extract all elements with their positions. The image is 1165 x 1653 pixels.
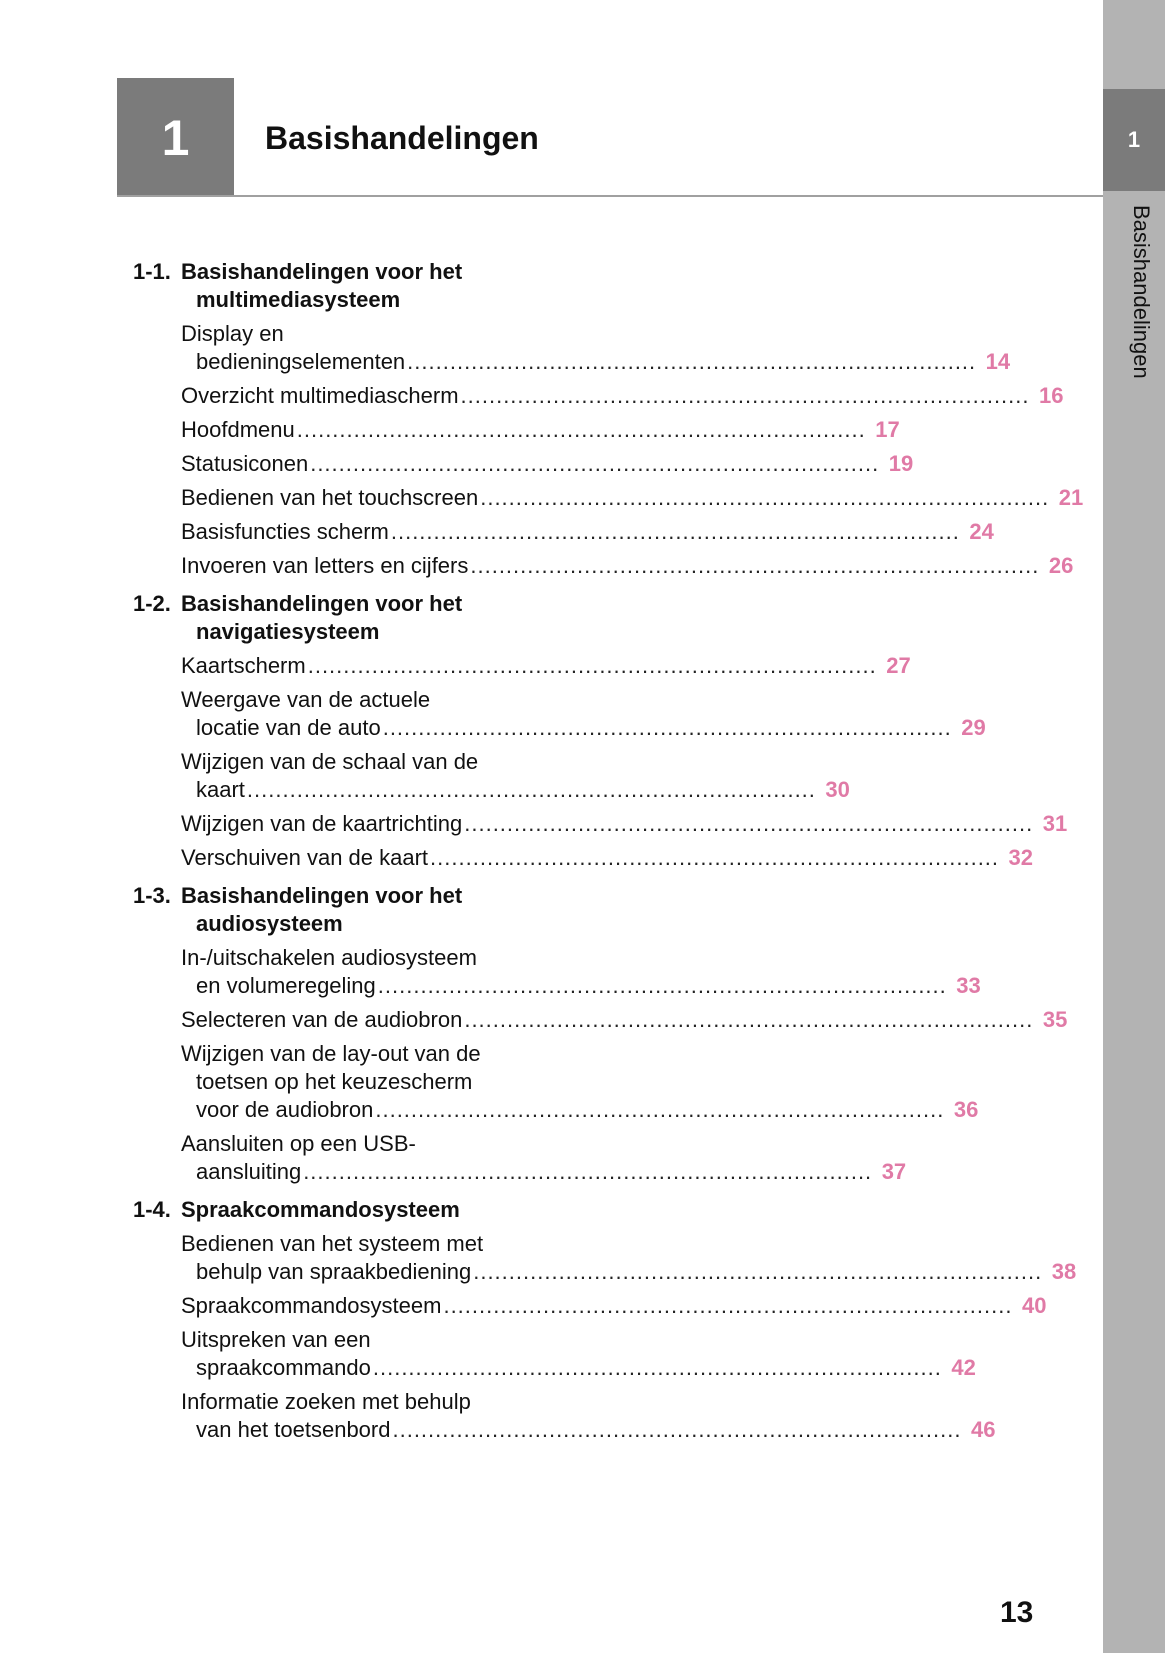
dot-leader: ................................................................................ — [382, 715, 952, 740]
toc-entry-line: locatie van de auto — [196, 715, 381, 740]
side-chapter-tab[interactable]: 1 — [1103, 89, 1165, 191]
toc-entry-line: Uitspreken van een — [181, 1327, 371, 1352]
toc-entry[interactable] — [181, 944, 981, 1000]
toc-entry[interactable] — [181, 416, 900, 444]
dot-leader: ................................................................................ — [372, 1355, 942, 1380]
toc-entry-line: kaart — [196, 777, 245, 802]
dot-leader: ................................................................................ — [470, 553, 1040, 578]
toc-section-number: 1-4. — [133, 1197, 171, 1222]
dot-leader: ................................................................................ — [464, 811, 1034, 836]
toc-page-link[interactable]: 16 — [1039, 383, 1064, 408]
toc-page-link[interactable]: 46 — [970, 1417, 996, 1442]
toc-entry-line: spraakcommando — [196, 1355, 371, 1380]
dot-leader: ................................................................................ — [296, 417, 866, 442]
toc-entry-line: Spraakcommandosysteem — [181, 1293, 442, 1318]
toc-entry-line: Informatie zoeken met behulp — [181, 1389, 471, 1414]
dot-leader: ................................................................................ — [473, 1259, 1043, 1284]
header-divider — [117, 195, 1103, 197]
toc-entry[interactable] — [181, 810, 1068, 838]
dot-leader: ................................................................................ — [407, 349, 977, 374]
toc-page-link[interactable]: 32 — [1008, 845, 1034, 870]
toc-entry-line: Bedienen van het systeem met — [181, 1231, 484, 1256]
toc-page-link[interactable]: 42 — [951, 1355, 976, 1380]
toc-page-link[interactable]: 24 — [969, 519, 994, 544]
toc-entry[interactable] — [181, 844, 1034, 872]
toc-page-link[interactable]: 36 — [953, 1097, 979, 1122]
toc-page-link[interactable]: 33 — [956, 973, 981, 998]
toc-entry-line: Display en — [181, 321, 284, 346]
dot-leader: ................................................................................ — [246, 777, 816, 802]
page-number: 13 — [1000, 1596, 1034, 1629]
dot-leader: ................................................................................ — [375, 1097, 945, 1122]
toc-section-title — [133, 590, 565, 646]
toc-entry-line: Aansluiten op een USB- — [181, 1131, 416, 1156]
toc-entry-line: en volumeregeling — [196, 973, 376, 998]
toc-entry-line: Statusiconen — [181, 451, 309, 476]
toc-section — [133, 882, 1068, 1186]
toc-entry-line: Weergave van de actuele — [181, 687, 431, 712]
toc-entry-line: Invoeren van letters en cijfers — [181, 553, 469, 578]
toc-section-title — [133, 1196, 565, 1224]
toc-section-title-line: navigatiesysteem — [196, 619, 380, 644]
toc-page-link[interactable]: 17 — [875, 417, 900, 442]
dot-leader: ................................................................................ — [460, 383, 1030, 408]
toc-page-link[interactable]: 27 — [886, 653, 911, 678]
toc-entry-line: voor de audiobron — [196, 1097, 374, 1122]
toc-entry-line: Basisfuncties scherm — [181, 519, 389, 544]
chapter-title: Basishandelingen — [265, 120, 539, 156]
toc-section-title-line: multimediasysteem — [196, 287, 401, 312]
toc-entry[interactable] — [181, 484, 1084, 512]
toc-entry-line: Overzicht multimediascherm — [181, 383, 459, 408]
toc-section-number: 1-2. — [133, 591, 171, 616]
toc-entry[interactable] — [181, 686, 986, 742]
dot-leader: ................................................................................ — [464, 1007, 1034, 1032]
toc-page-link[interactable]: 21 — [1058, 485, 1084, 510]
toc-page-link[interactable]: 31 — [1042, 811, 1068, 836]
toc-entry[interactable] — [181, 1230, 1077, 1286]
toc-entry[interactable] — [181, 382, 1064, 410]
toc-section-title-line: Basishandelingen voor het — [181, 591, 463, 616]
toc-entry[interactable] — [181, 1040, 979, 1124]
dot-leader: ................................................................................ — [480, 485, 1050, 510]
toc-entry-line: Selecteren van de audiobron — [181, 1007, 463, 1032]
table-of-contents — [133, 258, 1084, 1444]
toc-entry-line: Bedienen van het touchscreen — [181, 485, 479, 510]
toc-entry-line: Wijzigen van de kaartrichting — [181, 811, 463, 836]
toc-entry[interactable] — [181, 652, 911, 680]
toc-entry[interactable] — [181, 748, 850, 804]
toc-entry-line: In-/uitschakelen audiosysteem — [181, 945, 477, 970]
toc-entry[interactable] — [181, 1388, 996, 1444]
toc-entry[interactable] — [181, 1130, 907, 1186]
toc-section-number: 1-1. — [133, 259, 171, 284]
toc-entry[interactable] — [181, 1006, 1068, 1034]
dot-leader: ................................................................................ — [377, 973, 947, 998]
toc-page-link[interactable]: 19 — [888, 451, 914, 476]
toc-entry-line: Hoofdmenu — [181, 417, 295, 442]
toc-page-link[interactable]: 30 — [825, 777, 850, 802]
dot-leader: ................................................................................ — [430, 845, 1000, 870]
toc-page-link[interactable]: 35 — [1042, 1007, 1068, 1032]
toc-entry[interactable] — [181, 1326, 976, 1382]
toc-entry[interactable] — [181, 450, 914, 478]
toc-entry-line: Wijzigen van de lay-out van de — [181, 1041, 481, 1066]
toc-entry[interactable] — [181, 518, 994, 546]
dot-leader: ................................................................................ — [310, 451, 880, 476]
dot-leader: ................................................................................ — [303, 1159, 873, 1184]
toc-section-title-line: Basishandelingen voor het — [181, 883, 463, 908]
toc-entry-line: aansluiting — [196, 1159, 302, 1184]
toc-section-title-line: Basishandelingen voor het — [181, 259, 463, 284]
toc-page-link[interactable]: 29 — [961, 715, 986, 740]
toc-section-title — [133, 882, 565, 938]
toc-section-title-line: audiosysteem — [196, 911, 343, 936]
side-chapter-label: Basishandelingen — [1129, 205, 1154, 379]
toc-page-link[interactable]: 38 — [1051, 1259, 1077, 1284]
toc-entry[interactable] — [181, 320, 1011, 376]
dot-leader: ................................................................................ — [390, 519, 960, 544]
toc-section — [133, 590, 1068, 872]
dot-leader: ................................................................................ — [392, 1417, 962, 1442]
toc-page-link[interactable]: 26 — [1048, 553, 1074, 578]
toc-entry-line: Kaartscherm — [181, 653, 306, 678]
toc-section-title — [133, 258, 565, 314]
toc-section — [133, 1196, 1077, 1444]
toc-entry-line: toetsen op het keuzescherm — [196, 1069, 473, 1094]
toc-entry-line: van het toetsenbord — [196, 1417, 391, 1442]
toc-entry-line: Wijzigen van de schaal van de — [181, 749, 479, 774]
toc-entry[interactable] — [181, 552, 1074, 580]
toc-entry-line: bedieningselementen — [196, 349, 406, 374]
toc-entry-line: behulp van spraakbediening — [196, 1259, 472, 1284]
toc-page-link[interactable]: 37 — [881, 1159, 907, 1184]
toc-entry-line: Verschuiven van de kaart — [181, 845, 429, 870]
dot-leader: ................................................................................ — [443, 1293, 1013, 1318]
chapter-number-box: 1 — [117, 78, 234, 197]
toc-section — [133, 258, 1084, 580]
toc-section-number: 1-3. — [133, 883, 171, 908]
toc-page-link[interactable]: 14 — [985, 349, 1011, 374]
toc-section-title-line: Spraakcommandosysteem — [181, 1197, 460, 1222]
dot-leader: ................................................................................ — [307, 653, 877, 678]
toc-entry[interactable] — [181, 1292, 1047, 1320]
toc-page-link[interactable]: 40 — [1021, 1293, 1047, 1318]
